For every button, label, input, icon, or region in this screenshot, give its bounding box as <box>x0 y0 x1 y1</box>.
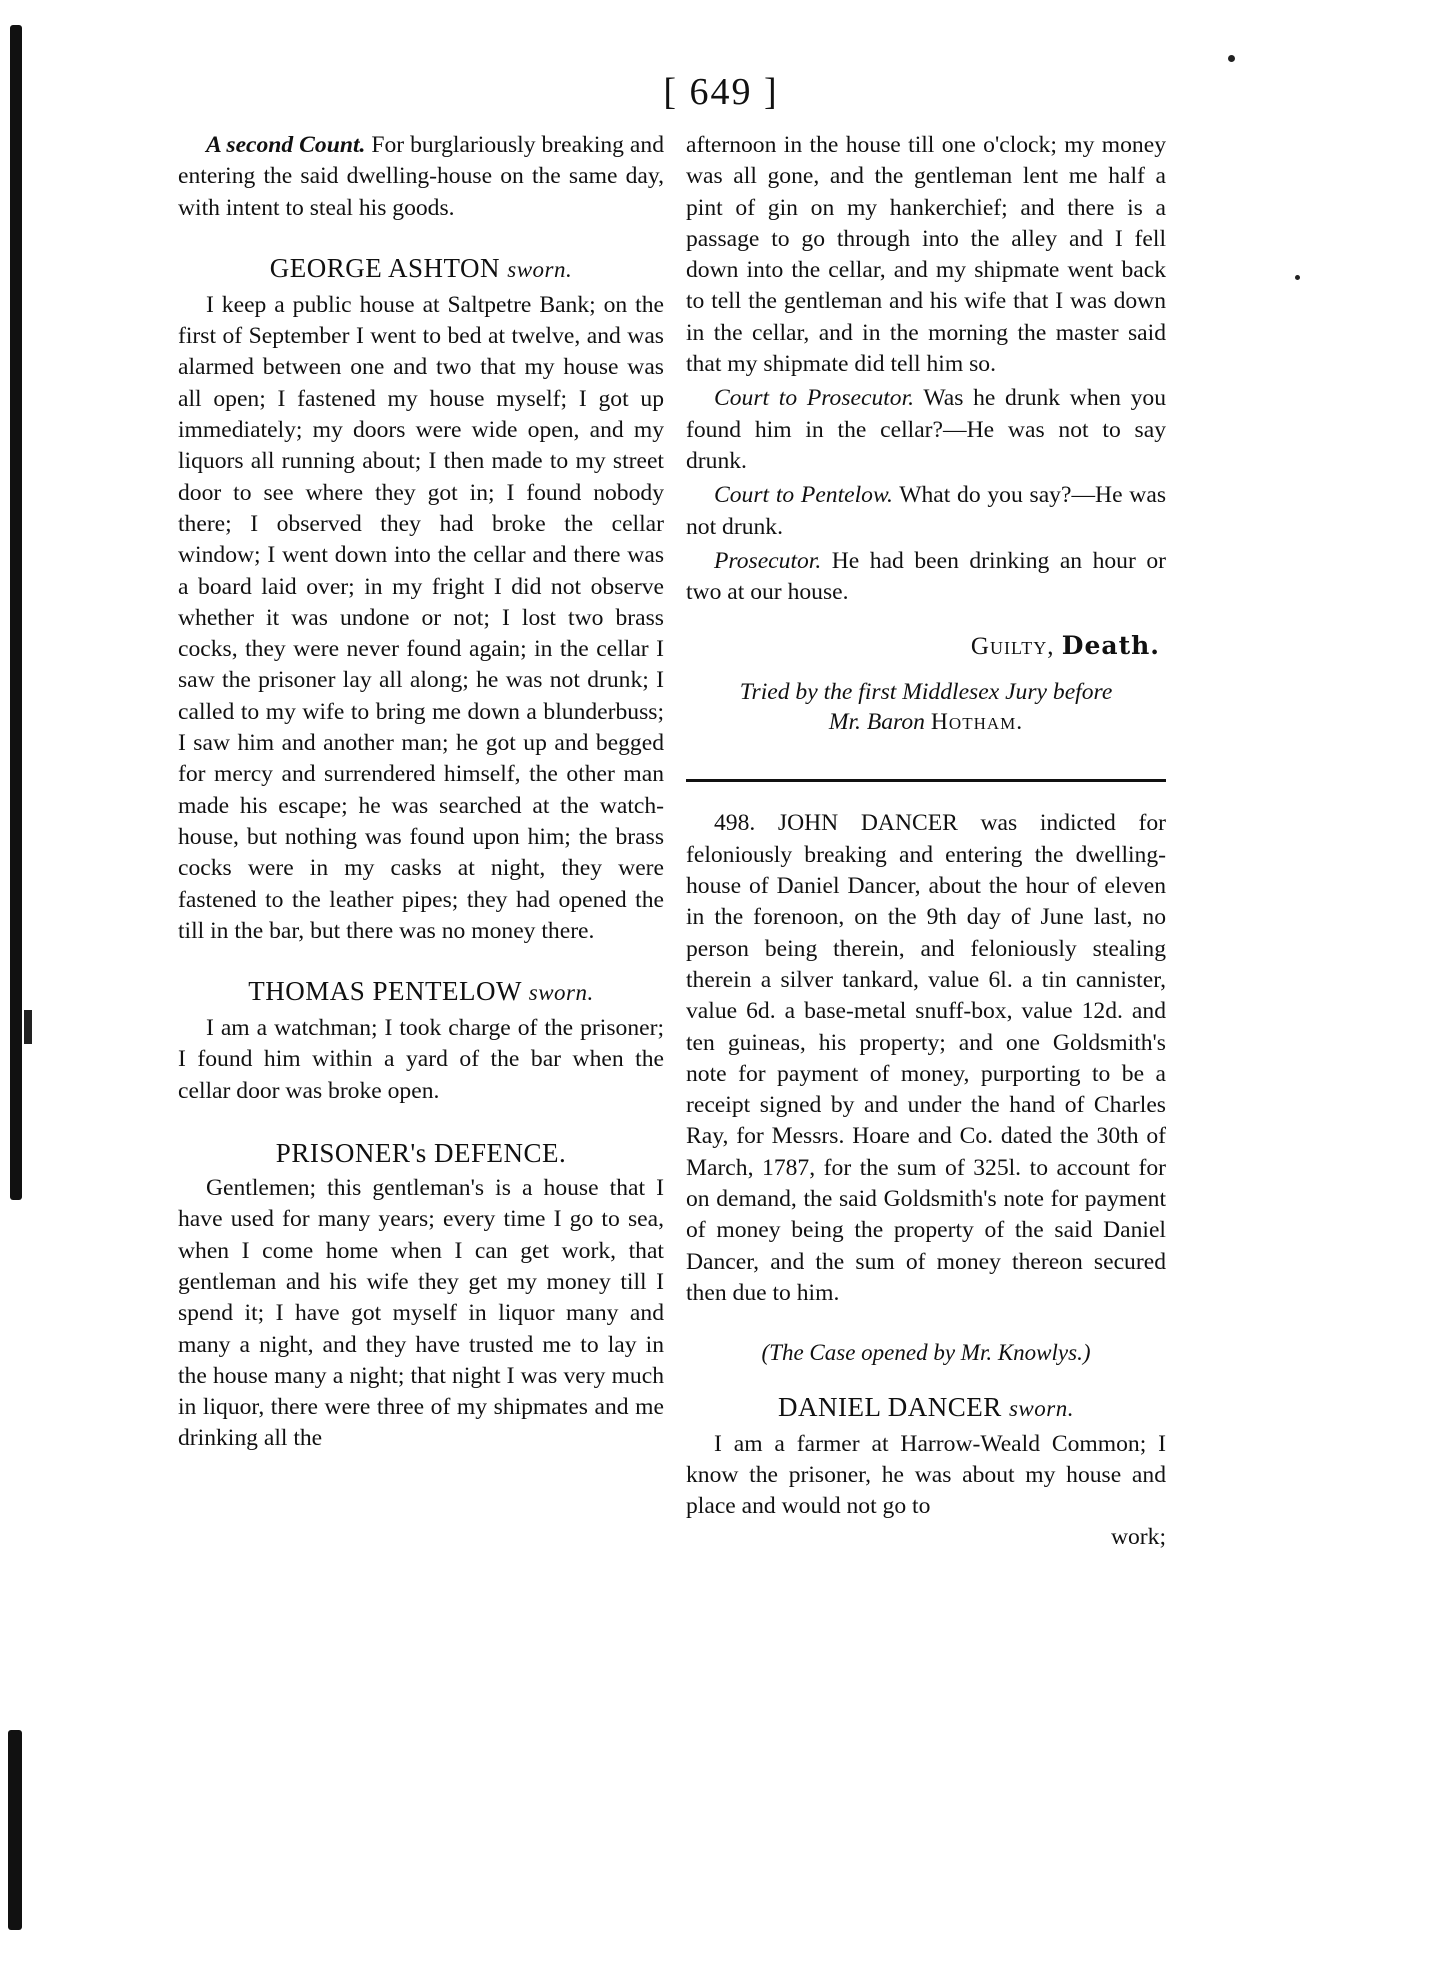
sworn-label: sworn. <box>1008 1395 1074 1421</box>
jury-note <box>686 677 1166 737</box>
sworn-label: sworn. <box>507 256 573 282</box>
witness-heading-ashton <box>178 252 664 286</box>
verdict <box>686 630 1160 663</box>
witness-name: THOMAS PENTELOW <box>248 976 522 1007</box>
witness-heading-dancer <box>686 1391 1166 1425</box>
page-number: [ 649 ] <box>663 71 779 113</box>
margin-ink-mark <box>24 1010 32 1044</box>
binding-edge-shadow-top <box>10 25 22 1200</box>
left-column <box>178 130 664 1455</box>
sworn-label: sworn. <box>528 980 594 1006</box>
binding-edge-shadow-bottom <box>8 1730 22 1930</box>
exchange-text: Was he drunk when you found him in the cellar?—He was not to say drunk. <box>686 385 1166 474</box>
catchword: work; <box>1110 1524 1166 1551</box>
court-to-prosecutor <box>686 383 1166 477</box>
ashton-testimony: I keep a public house at Saltpetre Bank; on the first of September I went to bed at twelve, and was alarmed between one and two that my house was all open; I fastened my house myself; I got up immediately; my doors were wide open, and my liquors all running about; I then made to my street door to see where they got in; I found nobody there; I observed they had broke the cellar window; I went down into the cellar and there was a board laid over; in my fright I did not observe whether it was undone or not; I lost two brass cocks, they were never found again; in the cellar I saw the prisoner lay all along; he was not drunk; I called to my wife to bring me down a blunderbuss; I saw him and another man; he got up and begged for mercy and surrendered himself, the other man made his escape; he was searched at the watch-house, but nothing was found upon him; the brass cocks were in my casks at night, they were fastened to the leather pipes; they had opened the till in the bar, but there was no money there. <box>178 291 664 944</box>
ink-speck <box>1228 55 1235 62</box>
case-498-indictment: 498. JOHN DANCER was indicted for feloniously breaking and entering the dwelling-house of Daniel Dancer, about the hour of eleven in the forenoon, on the 9th day of June last, no person being therein, and feloniously stealing therein a silver tankard, value 6l. a tin cannister, value 6d. a base-metal snuff-box, value 12d. and ten guineas, his property; and one Goldsmith's note for payment of money, purporting to be a receipt signed by and under the hand of Charles Ray, for Messrs. Hoare and Co. dated the 30th of March, 1787, for the sum of 325l. to account for on demand, the said Goldsmith's note for payment of money being the property of the said Daniel Dancer, and the sum of money thereon secured then due to him. <box>686 810 1166 1306</box>
speaker-label: Court to Pentelow. <box>714 482 893 509</box>
verdict-guilty: Guilty, <box>970 633 1055 661</box>
court-to-pentelow <box>686 480 1166 543</box>
second-count-text: For burglariously breaking and entering the said dwelling-house on the same day, with intent to steal his goods. <box>178 132 664 221</box>
jury-note-line1: Tried by the first Middlesex Jury before <box>739 679 1113 706</box>
exchange-text: What do you say?—He was not drunk. <box>686 482 1166 540</box>
judge-title: Mr. Baron <box>828 709 925 736</box>
ink-speck <box>1295 275 1300 280</box>
second-count-lead: A second Count. <box>206 132 366 158</box>
speaker-label: Prosecutor. <box>714 547 822 574</box>
witness-name: GEORGE ASHTON <box>269 252 500 283</box>
case-opened-note: (The Case opened by Mr. Knowlys.) <box>761 1340 1091 1366</box>
defence-continued: afternoon in the house till one o'clock; my money was all gone, and the gentleman lent me half a pint of gin on my hankerchief; and there is a passage to go through into the alley and I fell down into the cellar, and my shipmate went back to tell the gentleman and his wife that I was down in the cellar, and in the morning the master said that my shipmate did tell him so. <box>686 132 1166 378</box>
verdict-death: Death. <box>1061 631 1160 661</box>
exchange-text: He had been drinking an hour or two at our house. <box>686 547 1166 606</box>
section-divider <box>686 779 1166 782</box>
witness-heading-pentelow <box>178 975 664 1009</box>
judge-name: Hotham. <box>930 709 1024 736</box>
witness-name: DANIEL DANCER <box>778 1391 1002 1422</box>
prisoner-defence-text: Gentlemen; this gentleman's is a house that I have used for many years; every time I go to sea, when I come home when I can get work, that gentleman and his wife they get my money till I spend it; I have got myself in liquor many and many a night, and they have trusted me to lay in the house many a night; that night I was very much in liquor, there were three of my shipmates and me drinking all the <box>178 1175 664 1452</box>
prisoner-defence-heading: PRISONER's DEFENCE. <box>275 1138 567 1169</box>
prosecutor-statement <box>686 546 1166 609</box>
dancer-testimony: I am a farmer at Harrow-Weald Common; I know the prisoner, he was about my house and place and would not go to <box>686 1430 1166 1520</box>
second-count-paragraph <box>178 130 664 224</box>
pentelow-testimony: I am a watchman; I took charge of the prisoner; I found him within a yard of the bar when the cellar door was broke open. <box>178 1015 664 1104</box>
right-column <box>686 130 1166 1554</box>
jury-note-line2 <box>686 707 1166 737</box>
speaker-label: Court to Prosecutor. <box>714 385 915 412</box>
